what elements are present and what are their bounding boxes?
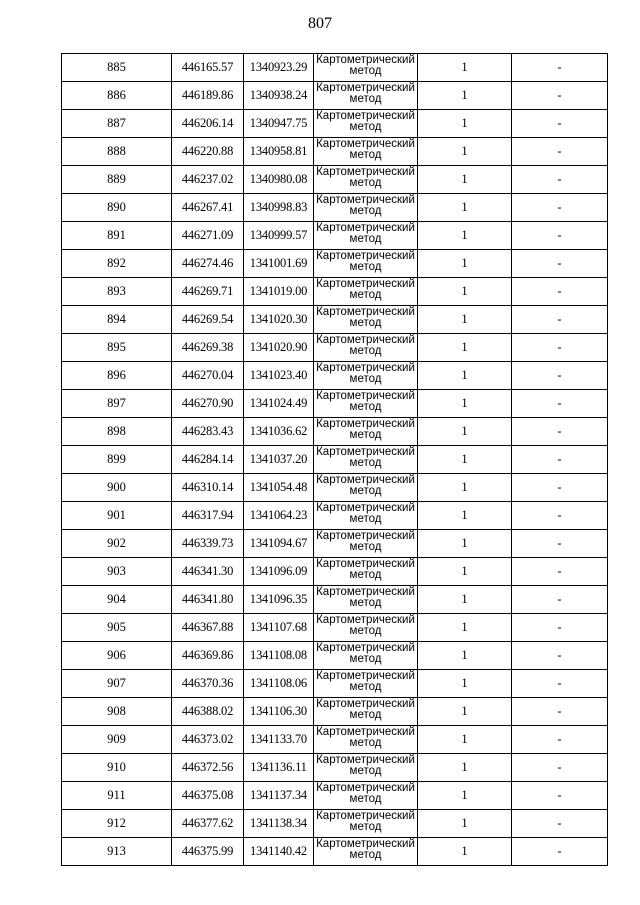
accuracy-cell: 1	[418, 390, 512, 418]
table-row	[62, 110, 608, 138]
x-coordinate-cell: 446270.04	[172, 362, 244, 390]
coordinates-table-body	[62, 54, 608, 866]
method-line-2: метод	[349, 681, 382, 693]
method-line-1: Картометрический	[316, 222, 415, 234]
y-coordinate-cell: 1341108.08	[244, 642, 314, 670]
x-coordinate-cell: 446317.94	[172, 502, 244, 530]
method-cell	[314, 418, 418, 446]
accuracy-cell: 1	[418, 642, 512, 670]
accuracy-cell: 1	[418, 110, 512, 138]
method-line-2: метод	[349, 345, 382, 357]
table-row	[62, 782, 608, 810]
note-cell: -	[512, 726, 608, 754]
x-coordinate-cell: 446165.57	[172, 54, 244, 82]
accuracy-cell: 1	[418, 54, 512, 82]
table-row	[62, 474, 608, 502]
note-cell: -	[512, 670, 608, 698]
accuracy-cell: 1	[418, 250, 512, 278]
point-number-cell: 888	[62, 138, 172, 166]
y-coordinate-cell: 1341054.48	[244, 474, 314, 502]
point-number-cell: 890	[62, 194, 172, 222]
accuracy-cell: 1	[418, 754, 512, 782]
method-cell	[314, 138, 418, 166]
table-row	[62, 194, 608, 222]
method-line-2: метод	[349, 765, 382, 777]
method-line-1: Картометрический	[316, 558, 415, 570]
method-line-1: Картометрический	[316, 306, 415, 318]
accuracy-cell: 1	[418, 82, 512, 110]
x-coordinate-cell: 446284.14	[172, 446, 244, 474]
method-line-2: метод	[349, 625, 382, 637]
note-cell: -	[512, 390, 608, 418]
table-row	[62, 362, 608, 390]
note-cell: -	[512, 558, 608, 586]
table-row	[62, 418, 608, 446]
method-line-2: метод	[349, 401, 382, 413]
point-number-cell: 899	[62, 446, 172, 474]
accuracy-cell: 1	[418, 810, 512, 838]
table-row	[62, 54, 608, 82]
table-row	[62, 334, 608, 362]
note-cell: -	[512, 194, 608, 222]
accuracy-cell: 1	[418, 222, 512, 250]
accuracy-cell: 1	[418, 558, 512, 586]
y-coordinate-cell: 1340999.57	[244, 222, 314, 250]
note-cell: -	[512, 166, 608, 194]
method-cell	[314, 334, 418, 362]
y-coordinate-cell: 1341020.30	[244, 306, 314, 334]
x-coordinate-cell: 446375.99	[172, 838, 244, 866]
note-cell: -	[512, 530, 608, 558]
x-coordinate-cell: 446370.36	[172, 670, 244, 698]
point-number-cell: 909	[62, 726, 172, 754]
method-line-2: метод	[349, 709, 382, 721]
method-line-1: Картометрический	[316, 782, 415, 794]
method-line-1: Картометрический	[316, 446, 415, 458]
y-coordinate-cell: 1340938.24	[244, 82, 314, 110]
x-coordinate-cell: 446310.14	[172, 474, 244, 502]
method-cell	[314, 726, 418, 754]
method-cell	[314, 110, 418, 138]
point-number-cell: 900	[62, 474, 172, 502]
method-line-2: метод	[349, 373, 382, 385]
y-coordinate-cell: 1341096.09	[244, 558, 314, 586]
method-cell	[314, 558, 418, 586]
method-line-2: метод	[349, 429, 382, 441]
method-cell	[314, 530, 418, 558]
table-row	[62, 810, 608, 838]
point-number-cell: 892	[62, 250, 172, 278]
method-line-1: Картометрический	[316, 110, 415, 122]
method-line-1: Картометрический	[316, 250, 415, 262]
y-coordinate-cell: 1340958.81	[244, 138, 314, 166]
y-coordinate-cell: 1341133.70	[244, 726, 314, 754]
x-coordinate-cell: 446341.30	[172, 558, 244, 586]
method-cell	[314, 474, 418, 502]
method-line-1: Картометрический	[316, 614, 415, 626]
y-coordinate-cell: 1341064.23	[244, 502, 314, 530]
table-row	[62, 838, 608, 866]
point-number-cell: 894	[62, 306, 172, 334]
y-coordinate-cell: 1341107.68	[244, 614, 314, 642]
point-number-cell: 891	[62, 222, 172, 250]
method-line-1: Картометрический	[316, 362, 415, 374]
method-line-1: Картометрический	[316, 194, 415, 206]
method-line-1: Картометрический	[316, 530, 415, 542]
x-coordinate-cell: 446267.41	[172, 194, 244, 222]
x-coordinate-cell: 446339.73	[172, 530, 244, 558]
x-coordinate-cell: 446369.86	[172, 642, 244, 670]
method-line-2: метод	[349, 849, 382, 861]
y-coordinate-cell: 1341138.34	[244, 810, 314, 838]
method-line-1: Картометрический	[316, 670, 415, 682]
accuracy-cell: 1	[418, 614, 512, 642]
method-cell	[314, 754, 418, 782]
note-cell: -	[512, 838, 608, 866]
y-coordinate-cell: 1341108.06	[244, 670, 314, 698]
table-row	[62, 222, 608, 250]
method-cell	[314, 670, 418, 698]
method-line-2: метод	[349, 93, 382, 105]
y-coordinate-cell: 1341001.69	[244, 250, 314, 278]
method-line-1: Картометрический	[316, 586, 415, 598]
table-row	[62, 726, 608, 754]
note-cell: -	[512, 642, 608, 670]
method-line-1: Картометрический	[316, 166, 415, 178]
method-line-2: метод	[349, 177, 382, 189]
point-number-cell: 886	[62, 82, 172, 110]
accuracy-cell: 1	[418, 362, 512, 390]
table-row	[62, 670, 608, 698]
table-row	[62, 754, 608, 782]
accuracy-cell: 1	[418, 446, 512, 474]
method-line-1: Картометрический	[316, 474, 415, 486]
x-coordinate-cell: 446283.43	[172, 418, 244, 446]
x-coordinate-cell: 446269.54	[172, 306, 244, 334]
method-line-1: Картометрический	[316, 642, 415, 654]
method-cell	[314, 54, 418, 82]
point-number-cell: 907	[62, 670, 172, 698]
note-cell: -	[512, 278, 608, 306]
note-cell: -	[512, 250, 608, 278]
point-number-cell: 913	[62, 838, 172, 866]
accuracy-cell: 1	[418, 194, 512, 222]
x-coordinate-cell: 446373.02	[172, 726, 244, 754]
note-cell: -	[512, 110, 608, 138]
method-line-1: Картометрический	[316, 698, 415, 710]
point-number-cell: 910	[62, 754, 172, 782]
method-line-1: Картометрический	[316, 278, 415, 290]
y-coordinate-cell: 1341019.00	[244, 278, 314, 306]
note-cell: -	[512, 306, 608, 334]
x-coordinate-cell: 446270.90	[172, 390, 244, 418]
note-cell: -	[512, 222, 608, 250]
method-cell	[314, 390, 418, 418]
note-cell: -	[512, 362, 608, 390]
x-coordinate-cell: 446375.08	[172, 782, 244, 810]
x-coordinate-cell: 446377.62	[172, 810, 244, 838]
method-line-1: Картометрический	[316, 82, 415, 94]
table-row	[62, 530, 608, 558]
accuracy-cell: 1	[418, 726, 512, 754]
accuracy-cell: 1	[418, 166, 512, 194]
accuracy-cell: 1	[418, 838, 512, 866]
point-number-cell: 889	[62, 166, 172, 194]
x-coordinate-cell: 446220.88	[172, 138, 244, 166]
method-cell	[314, 250, 418, 278]
accuracy-cell: 1	[418, 278, 512, 306]
method-cell	[314, 362, 418, 390]
point-number-cell: 885	[62, 54, 172, 82]
method-cell	[314, 278, 418, 306]
x-coordinate-cell: 446367.88	[172, 614, 244, 642]
accuracy-cell: 1	[418, 586, 512, 614]
note-cell: -	[512, 474, 608, 502]
note-cell: -	[512, 698, 608, 726]
method-line-2: метод	[349, 653, 382, 665]
table-row	[62, 502, 608, 530]
y-coordinate-cell: 1340980.08	[244, 166, 314, 194]
note-cell: -	[512, 782, 608, 810]
point-number-cell: 895	[62, 334, 172, 362]
accuracy-cell: 1	[418, 306, 512, 334]
method-cell	[314, 782, 418, 810]
method-line-1: Картометрический	[316, 838, 415, 850]
point-number-cell: 901	[62, 502, 172, 530]
x-coordinate-cell: 446206.14	[172, 110, 244, 138]
method-line-1: Картометрический	[316, 726, 415, 738]
table-row	[62, 278, 608, 306]
page-number: 807	[308, 15, 332, 32]
method-cell	[314, 586, 418, 614]
note-cell: -	[512, 810, 608, 838]
method-line-2: метод	[349, 793, 382, 805]
method-cell	[314, 82, 418, 110]
method-line-2: метод	[349, 457, 382, 469]
coordinates-table	[61, 53, 608, 866]
y-coordinate-cell: 1341036.62	[244, 418, 314, 446]
table-row	[62, 586, 608, 614]
accuracy-cell: 1	[418, 334, 512, 362]
table-row	[62, 558, 608, 586]
method-line-2: метод	[349, 513, 382, 525]
point-number-cell: 893	[62, 278, 172, 306]
y-coordinate-cell: 1341024.49	[244, 390, 314, 418]
table-row	[62, 82, 608, 110]
point-number-cell: 906	[62, 642, 172, 670]
x-coordinate-cell: 446269.38	[172, 334, 244, 362]
method-line-2: метод	[349, 289, 382, 301]
method-line-2: метод	[349, 821, 382, 833]
method-line-1: Картометрический	[316, 810, 415, 822]
method-line-2: метод	[349, 485, 382, 497]
method-cell	[314, 306, 418, 334]
table-row	[62, 446, 608, 474]
method-line-2: метод	[349, 597, 382, 609]
accuracy-cell: 1	[418, 698, 512, 726]
x-coordinate-cell: 446269.71	[172, 278, 244, 306]
accuracy-cell: 1	[418, 474, 512, 502]
method-line-2: метод	[349, 205, 382, 217]
note-cell: -	[512, 54, 608, 82]
method-cell	[314, 222, 418, 250]
method-line-2: метод	[349, 65, 382, 77]
method-cell	[314, 166, 418, 194]
y-coordinate-cell: 1341037.20	[244, 446, 314, 474]
note-cell: -	[512, 138, 608, 166]
method-line-1: Картометрический	[316, 418, 415, 430]
x-coordinate-cell: 446274.46	[172, 250, 244, 278]
table-row	[62, 698, 608, 726]
accuracy-cell: 1	[418, 782, 512, 810]
y-coordinate-cell: 1341096.35	[244, 586, 314, 614]
x-coordinate-cell: 446189.86	[172, 82, 244, 110]
note-cell: -	[512, 502, 608, 530]
note-cell: -	[512, 446, 608, 474]
point-number-cell: 905	[62, 614, 172, 642]
x-coordinate-cell: 446372.56	[172, 754, 244, 782]
method-cell	[314, 614, 418, 642]
method-line-1: Картометрический	[316, 502, 415, 514]
method-line-2: метод	[349, 569, 382, 581]
method-line-1: Картометрический	[316, 54, 415, 66]
x-coordinate-cell: 446341.80	[172, 586, 244, 614]
y-coordinate-cell: 1341020.90	[244, 334, 314, 362]
y-coordinate-cell: 1341094.67	[244, 530, 314, 558]
method-line-2: метод	[349, 737, 382, 749]
table-row	[62, 390, 608, 418]
note-cell: -	[512, 586, 608, 614]
table-row	[62, 614, 608, 642]
table-row	[62, 250, 608, 278]
x-coordinate-cell: 446237.02	[172, 166, 244, 194]
y-coordinate-cell: 1340947.75	[244, 110, 314, 138]
x-coordinate-cell: 446271.09	[172, 222, 244, 250]
y-coordinate-cell: 1340923.29	[244, 54, 314, 82]
note-cell: -	[512, 418, 608, 446]
y-coordinate-cell: 1341023.40	[244, 362, 314, 390]
method-line-1: Картометрический	[316, 138, 415, 150]
y-coordinate-cell: 1341140.42	[244, 838, 314, 866]
point-number-cell: 903	[62, 558, 172, 586]
table-row	[62, 138, 608, 166]
accuracy-cell: 1	[418, 670, 512, 698]
point-number-cell: 887	[62, 110, 172, 138]
accuracy-cell: 1	[418, 138, 512, 166]
method-line-2: метод	[349, 317, 382, 329]
method-line-2: метод	[349, 121, 382, 133]
y-coordinate-cell: 1340998.83	[244, 194, 314, 222]
x-coordinate-cell: 446388.02	[172, 698, 244, 726]
method-cell	[314, 810, 418, 838]
method-cell	[314, 502, 418, 530]
method-cell	[314, 194, 418, 222]
note-cell: -	[512, 614, 608, 642]
y-coordinate-cell: 1341106.30	[244, 698, 314, 726]
point-number-cell: 898	[62, 418, 172, 446]
point-number-cell: 902	[62, 530, 172, 558]
method-cell	[314, 642, 418, 670]
method-line-1: Картометрический	[316, 334, 415, 346]
table-row	[62, 642, 608, 670]
accuracy-cell: 1	[418, 502, 512, 530]
method-cell	[314, 838, 418, 866]
y-coordinate-cell: 1341137.34	[244, 782, 314, 810]
point-number-cell: 908	[62, 698, 172, 726]
y-coordinate-cell: 1341136.11	[244, 754, 314, 782]
table-row	[62, 306, 608, 334]
table-row	[62, 166, 608, 194]
method-line-1: Картометрический	[316, 390, 415, 402]
point-number-cell: 897	[62, 390, 172, 418]
method-line-1: Картометрический	[316, 754, 415, 766]
point-number-cell: 896	[62, 362, 172, 390]
point-number-cell: 911	[62, 782, 172, 810]
accuracy-cell: 1	[418, 418, 512, 446]
point-number-cell: 912	[62, 810, 172, 838]
point-number-cell: 904	[62, 586, 172, 614]
note-cell: -	[512, 754, 608, 782]
note-cell: -	[512, 82, 608, 110]
method-line-2: метод	[349, 261, 382, 273]
note-cell: -	[512, 334, 608, 362]
method-line-2: метод	[349, 233, 382, 245]
accuracy-cell: 1	[418, 530, 512, 558]
method-cell	[314, 698, 418, 726]
method-line-2: метод	[349, 541, 382, 553]
method-line-2: метод	[349, 149, 382, 161]
method-cell	[314, 446, 418, 474]
